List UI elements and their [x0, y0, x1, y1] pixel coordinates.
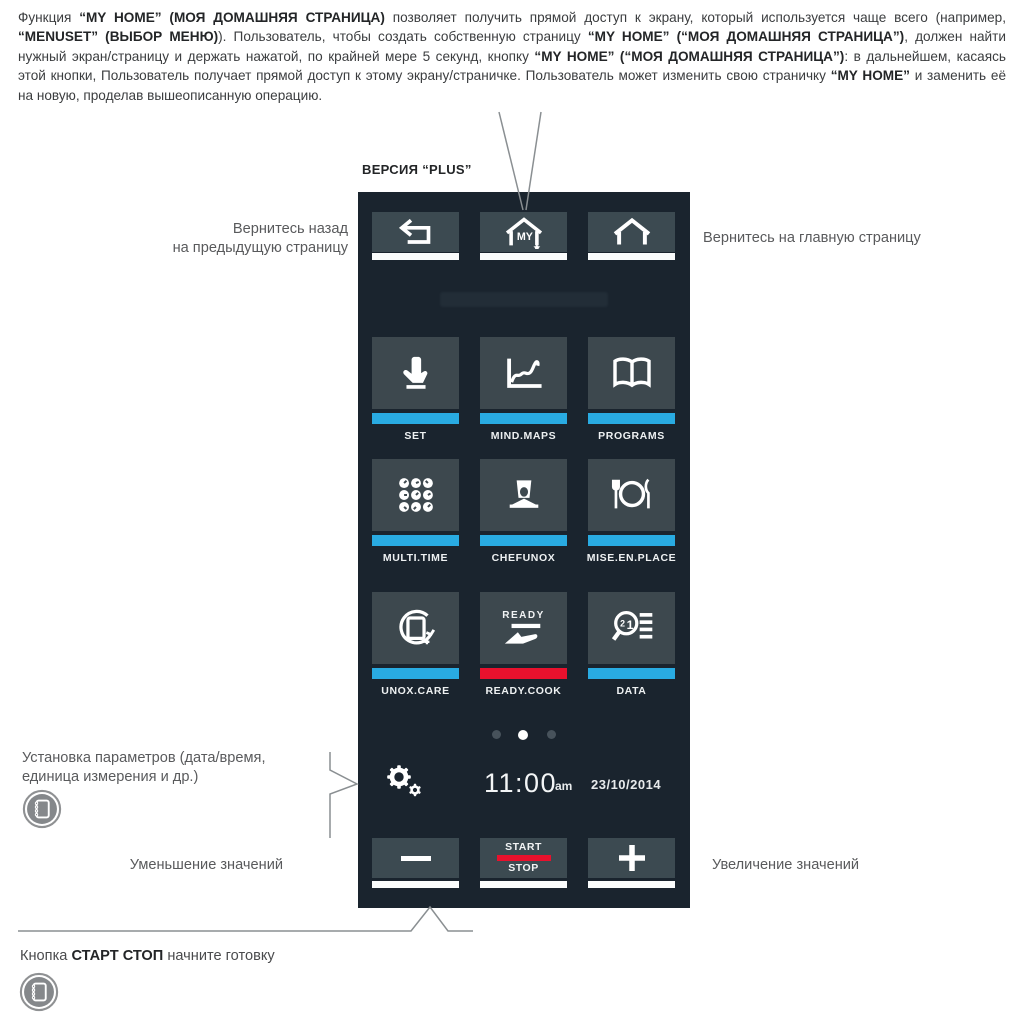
tile-mise-en-place-label: MISE.EN.PLACE — [586, 552, 677, 564]
tile-unox-care[interactable] — [372, 592, 459, 664]
tile-multi-time-bar — [372, 535, 459, 546]
tile-chefunox[interactable] — [480, 459, 567, 531]
back-icon — [396, 217, 436, 247]
start-stop-button[interactable] — [480, 838, 567, 878]
care-refresh-icon — [393, 606, 439, 650]
tile-programs[interactable] — [588, 337, 675, 409]
tile-mind-maps[interactable] — [480, 337, 567, 409]
manual-booklet-icon — [19, 972, 59, 1012]
page-dot-3[interactable] — [547, 730, 556, 739]
plate-cutlery-icon — [609, 474, 655, 516]
tile-data[interactable] — [588, 592, 675, 664]
book-icon — [609, 352, 655, 394]
home-button[interactable] — [588, 212, 675, 252]
faded-screen-text — [440, 292, 608, 307]
chef-hat-icon — [502, 474, 546, 516]
tile-set[interactable] — [372, 337, 459, 409]
tile-data-label: DATA — [616, 685, 647, 697]
tile-data-bar — [588, 668, 675, 679]
start-stop-caption: Кнопка СТАРТ СТОП начните готовку — [20, 948, 275, 964]
tile-mind-maps-label: MIND.MAPS — [490, 430, 557, 442]
home-icon — [610, 215, 654, 249]
annotation-back: Вернитесь назад на предыдущую страницу — [172, 221, 348, 256]
settings-gears-icon[interactable] — [382, 761, 426, 799]
tile-multi-time[interactable] — [372, 459, 459, 531]
my-home-button[interactable] — [480, 212, 567, 252]
tile-mind-maps-bar — [480, 413, 567, 424]
tile-chefunox-label: CHEFUNOX — [491, 552, 556, 564]
annotation-decrease: Уменьшение значений — [129, 857, 283, 873]
tile-chefunox-bar — [480, 535, 567, 546]
page-dot-1[interactable] — [492, 730, 501, 739]
tile-unox-care-label: UNOX.CARE — [381, 685, 450, 697]
annotation-increase: Увеличение значений — [712, 857, 860, 873]
tile-ready-cook[interactable] — [480, 592, 567, 664]
svg-text:MY: MY — [516, 231, 533, 244]
increase-button-underline — [588, 881, 675, 888]
tile-set-label: SET — [404, 430, 427, 442]
minus-icon — [401, 856, 431, 861]
tile-multi-time-label: MULTI.TIME — [382, 552, 449, 564]
svg-text:2: 2 — [619, 618, 625, 629]
my-home-icon — [502, 215, 546, 249]
search-data-icon — [609, 606, 655, 650]
stop-label: STOP — [508, 862, 539, 874]
back-button-underline — [372, 253, 459, 260]
start-stop-red-bar — [497, 855, 551, 861]
svg-text:1: 1 — [626, 617, 633, 632]
annotation-home: Вернитесь на главную страницу — [703, 230, 921, 246]
tile-mise-en-place[interactable] — [588, 459, 675, 531]
plus-icon — [617, 843, 647, 873]
tile-ready-cook-label: READY.COOK — [485, 685, 562, 697]
oven-touchscreen-panel — [358, 192, 690, 908]
tile-ready-cook-bar — [480, 668, 567, 679]
home-button-underline — [588, 253, 675, 260]
intro-paragraph: Функция “MY HOME” (МОЯ ДОМАШНЯЯ СТРАНИЦА) позволяет получить прямой доступ к экрану, который используется чаще всего (например, “MENUSET” (ВЫБОР МЕНЮ)). Пользователь, чтобы создать собственную страницу “MY HOME” (“МОЯ ДОМАШНЯЯ СТРАНИЦА”), должен найти нужный экран/страницу и держать нажатой, по крайней мере 5 секунд, кнопку “MY HOME” (“МОЯ ДОМАШНЯЯ СТРАНИЦА”): в дальнейшем, касаясь этой кнопки, Пользователь получает прямой доступ к этому экрану/страничке. Пользователь может изменить свою страничку “MY HOME” и заменить её на новую, проделав вышеописанную операцию. — [18, 10, 1007, 103]
ready-text: READY — [502, 609, 545, 621]
page-dot-2-active[interactable] — [518, 730, 528, 740]
tile-programs-bar — [588, 413, 675, 424]
clock-date: 23/10/2014 — [591, 777, 662, 792]
clocks-grid-icon — [394, 474, 438, 516]
ready-hand-icon — [501, 621, 547, 647]
decrease-button[interactable] — [372, 838, 459, 878]
decrease-button-underline — [372, 881, 459, 888]
tile-programs-label: PROGRAMS — [598, 430, 665, 442]
tile-set-bar — [372, 413, 459, 424]
start-label: START — [505, 841, 542, 853]
chart-icon — [501, 352, 547, 394]
clock-time: 11:00 — [484, 768, 558, 798]
version-label: ВЕРСИЯ “PLUS” — [362, 162, 472, 177]
tile-mise-en-place-bar — [588, 535, 675, 546]
increase-button[interactable] — [588, 838, 675, 878]
touch-set-icon — [394, 352, 438, 394]
annotation-settings: Установка параметров (дата/время, единица измерения и др.) — [22, 750, 266, 785]
clock-meridiem: am — [555, 779, 573, 793]
manual-booklet-icon — [22, 789, 62, 829]
back-button[interactable] — [372, 212, 459, 252]
my-home-button-underline — [480, 253, 567, 260]
tile-unox-care-bar — [372, 668, 459, 679]
start-stop-button-underline — [480, 881, 567, 888]
